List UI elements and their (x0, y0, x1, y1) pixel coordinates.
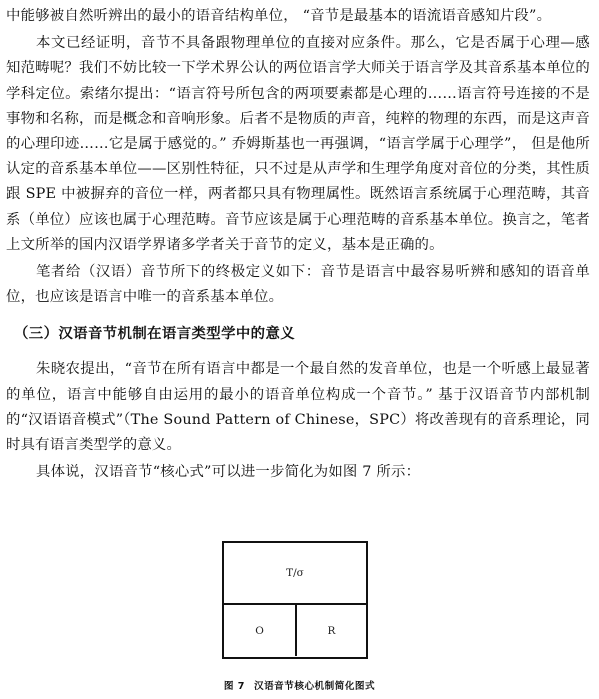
paragraph-spc-model: 朱晓农提出，“音节在所有语言中都是一个最自然的发音单位，也是一个听感上最显著的单位，语言中能够自由运用的最小的语音单位构成一个音节。” 基于汉语音节内部机制的“汉语语音模式”（The Sound Pattern of Chinese，SPC）将改善现有的音系理论，同时具有语言类型学的意义。 (6, 361, 591, 454)
diagram-rime-label: R (327, 624, 336, 637)
section-heading: （三）汉语音节机制在语言类型学中的意义 (14, 326, 296, 343)
figure-caption (0, 678, 599, 692)
paragraph-figure-intro: 具体说，汉语音节“核心式”可以进一步简化为如图 7 所示： (36, 464, 421, 481)
paragraph-continuation: 中能够被自然听辨出的最小的语音结构单位， “音节是最基本的语流语音感知片段”。 (6, 8, 552, 24)
diagram-tone-label: T/σ (286, 567, 304, 579)
syllable-core-diagram (222, 541, 368, 659)
diagram-onset-box (224, 605, 297, 656)
figure-caption-text: 汉语音节核心机制简化图式 (253, 681, 376, 692)
diagram-tone-box (224, 543, 366, 605)
figure-caption-number: 图 7 (223, 681, 245, 692)
paragraph-ultimate-definition: 笔者给（汉语）音节所下的终极定义如下：音节是语言中最容易听辨和感知的语音单位，也应该是语言中唯一的音系基本单位。 (6, 264, 590, 306)
diagram-rime-box (297, 605, 366, 656)
paragraph-syllable-psychology: 本文已经证明，音节不具备跟物理单位的直接对应条件。那么，它是否属于心理—感知范畴呢？我们不妨比较一下学术界公认的两位语言学大师关于语言学及其音系基本单位的学科定位。索绪尔提出：“语言符号所包含的两项要素都是心理的……语言符号连接的不是事物和名称，而是概念和音响形象。后者不是物质的声音，纯粹的物理的东西，而是这声音的心理印迹……它是属于感觉的。” 乔姆斯基也一再强调，“语言学属于心理学”， 但是他所认定的音系基本单位——区别性特征，只不过是从声学和生理学角度对音位的分类，其性质跟 SPE 中被摒弃的音位一样，两者都只具有物理属性。既然语言系统属于心理范畴，其音系（单位）应该也属于心理范畴。音节应该是属于心理范畴的音系基本单位。换言之，笔者上文所举的国内汉语学界诸多学者关于音节的定义，基本是正确的。 (6, 35, 590, 253)
diagram-onset-label: O (255, 624, 264, 637)
article-body (6, 0, 590, 485)
